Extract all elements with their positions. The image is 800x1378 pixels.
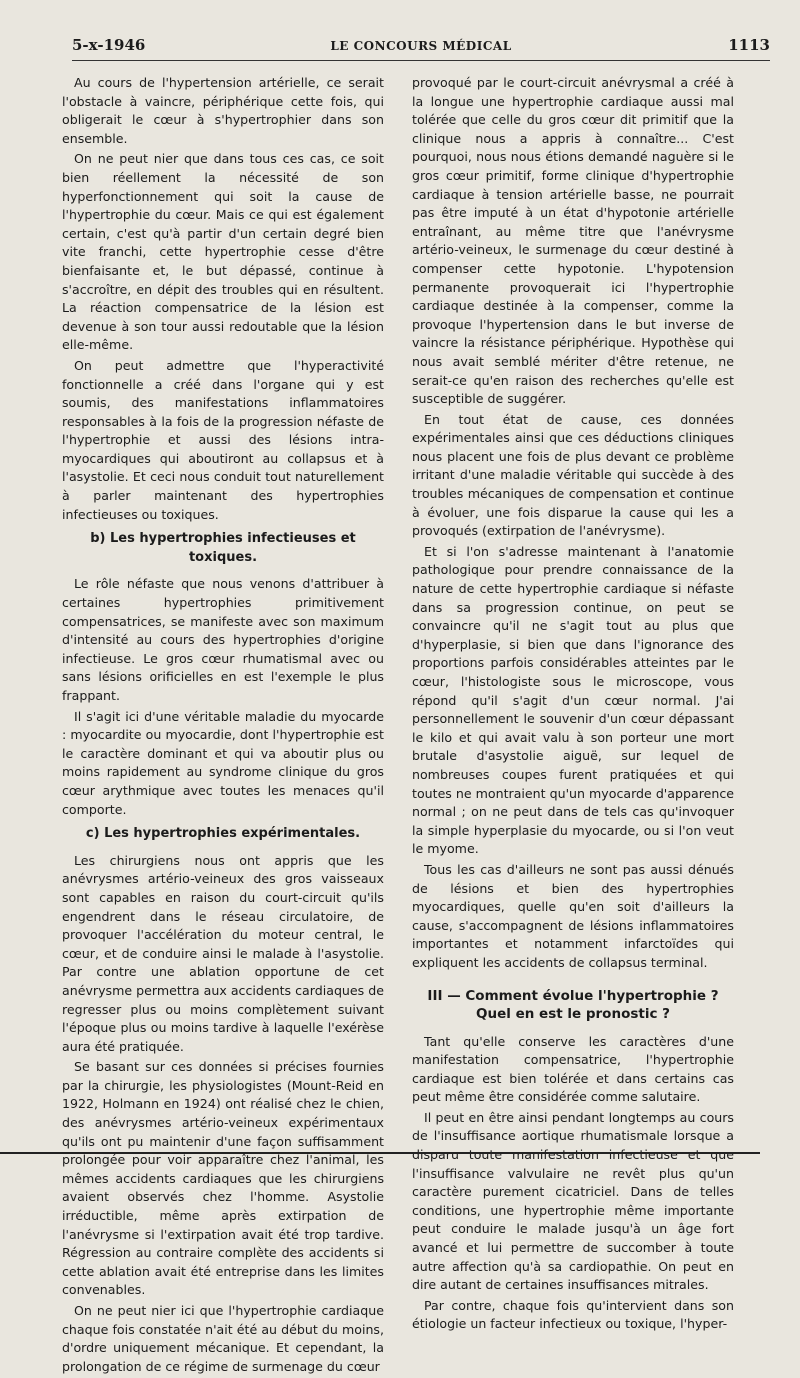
paragraph: Tant qu'elle conserve les caractères d'une manifestation compensatrice, l'hypertrophie cardiaque est bien tolérée et dans certains cas peut même être considérée comme salutaire. (412, 1033, 734, 1105)
section-heading-b: b) Les hypertrophies infectieuses et toxiques. (90, 531, 356, 565)
paragraph: Par contre, chaque fois qu'intervient dans son étiologie un facteur infectieux ou toxique, l'hyper- (412, 1297, 734, 1332)
paragraph: Le rôle néfaste que nous venons d'attribuer à certaines hypertrophies primitivement compensatrices, se manifeste avec son maximum d'intensité au cours des hypertrophies d'origine infectieuse. Le gros cœur rhumatismal avec ou sans lésions orificielles en est l'exemple le plus frappant. (62, 576, 384, 703)
paragraph: Se basant sur ces données si précises fournies par la chirurgie, les physiologistes (Mount-Reid en 1922, Holmann en 1924) ont réalisé chez le chien, des anévrysmes artério-veineux expérimentaux qu'ils ont pu maintenir d'une façon suffisamment prolongée pour voir apparaître chez l'animal, les mêmes accidents cardiaques que les chirurgiens avaient observés chez l'homme. Asystolie irréductible, même après extirpation de l'anévrysme si l'extirpation avait été trop tardive. Régression au contraire complète des accidents si cette ablation avait été entreprise dans les limites convenables. (62, 1059, 384, 1298)
section-heading-c: c) Les hypertrophies expérimentales. (85, 826, 361, 842)
section-heading-iii: III — Comment évolue l'hypertrophie ? Quel en est le pronostic ? (427, 987, 719, 1022)
paragraph: Il peut en être ainsi pendant longtemps au cours de l'insuffisance aortique rhumatismale lorsque a disparu toute manifestation infectieuse et que l'insuffisance valvulaire ne revêt plus qu'un caractère purement cicatriciel. Dans de telles conditions, une hypertrophie même importante peut conduire le malade jusqu'à un âge fort avancé et lui permettre de succomber à toute autre affection qu'à sa cardiopathie. On peut en dire autant de certaines insuffisances mitrales. (412, 1109, 734, 1293)
paragraph: Il s'agit ici d'une véritable maladie du myocarde : myocardite ou myocardie, dont l'hypertrophie est le caractère dominant et qui va aboutir plus ou moins rapidement au syndrome clinique du gros cœur arythmique avec toutes les menaces qu'il comporte. (62, 708, 384, 817)
left-column (62, 74, 384, 1378)
paragraph: Tous les cas d'ailleurs ne sont pas aussi dénués de lésions et bien des hypertrophies myocardiques, quelle qu'en soit d'ailleurs la cause, s'accompagnent de lésions inflammatoires importantes et notamment infarctoïdes qui expliquent les accidents de collapsus terminal. (412, 861, 734, 970)
issue-date: 5-x-1946 (72, 36, 146, 54)
paragraph: On peut admettre que l'hyperactivité fonctionnelle a créé dans l'organe qui y est soumis, des manifestations inflammatoires responsables à la fois de la progression néfaste de l'hypertrophie et aussi des lésions intra-myocardiques qui aboutiront au collapsus et à l'asystolie. Et ceci nous conduit tout naturellement à parler maintenant des hypertrophies infectieuses ou toxiques. (62, 357, 384, 522)
journal-title: LE CONCOURS MÉDICAL (330, 39, 512, 53)
paragraph: Au cours de l'hypertension artérielle, ce serait l'obstacle à vaincre, périphérique cette fois, qui obligerait le cœur à s'hypertrophier dans son ensemble. (62, 75, 384, 146)
footer-rule (0, 1152, 760, 1154)
paragraph: provoqué par le court-circuit anévrysmal a créé à la longue une hypertrophie cardiaque aussi mal tolérée que celle du gros cœur dit primitif que la clinique nous a appris à connaître... C'est pourquoi, nous nous étions demandé naguère si le gros cœur primitif, forme clinique d'hypertrophie cardiaque à tension artérielle basse, ne pourrait pas être imputé à un état d'hypotonie artérielle entraînant, au même titre que l'anévrysme artério-veineux, le surmenage du cœur destiné à compenser cette hypotonie. L'hypotension permanente provoquerait ici l'hypertrophie cardiaque destinée à la compenser, comme la provoque l'hypertension dans le but inverse de vaincre la résistance périphérique. Hypothèse qui nous avait semblé mériter d'être retenue, ne serait-ce qu'en raison des recherches qu'elle est susceptible de suggérer. (412, 75, 734, 407)
page-number: 1113 (728, 36, 770, 54)
right-column (412, 74, 734, 1336)
paragraph: Les chirurgiens nous ont appris que les anévrysmes artério-veineux des gros vaisseaux sont capables en raison du court-circuit qu'ils engendrent dans le réseau circulatoire, de provoquer l'accélération du moteur central, le cœur, et de conduire ainsi le malade à l'asystolie. Par contre une ablation opportune de cet anévrysme permettra aux accidents cardiaques de regresser plus ou moins complètement suivant l'époque plus ou moins tardive à laquelle l'exérèse aura été pratiquée. (62, 852, 384, 1054)
paragraph: On ne peut nier ici que l'hypertrophie cardiaque chaque fois constatée n'ait été au début du moins, d'ordre uniquement mécanique. Et cependant, la prolongation de ce régime de surmenage du cœur (62, 1303, 384, 1374)
paragraph: On ne peut nier que dans tous ces cas, ce soit bien réellement la nécessité de son hyperfonctionnement qui soit la cause de l'hypertrophie du cœur. Mais ce qui est également certain, c'est qu'à partir d'un certain degré bien vite franchi, cette hypertrophie cesse d'être bienfaisante et, le but dépassé, continue à s'accroître, en dépit des troubles qui en résultent. La réaction compensatrice de la lésion est devenue à son tour aussi redoutable que la lésion elle-même. (62, 151, 384, 353)
header-rule (72, 60, 770, 61)
paragraph: En tout état de cause, ces données expérimentales ainsi que ces déductions cliniques nous placent une fois de plus devant ce problème irritant d'une maladie véritable qui succède à des troubles mécaniques de compensation et continue à évoluer, une fois disparue la cause qui les a provoqués (extirpation de l'anévrysme). (412, 411, 734, 539)
paragraph: Et si l'on s'adresse maintenant à l'anatomie pathologique pour prendre connaissance de la nature de cette hypertrophie cardiaque si néfaste dans sa progression continue, on peut se convaincre qu'il ne s'agit tout au plus que d'hyperplasie, si bien que dans l'ignorance des proportions parfois considérables atteintes par le cœur, l'histologiste sous le microscope, vous répond qu'il s'agit d'un cœur normal. J'ai personnellement le souvenir d'un cœur dépassant le kilo et qui avait valu à son porteur une mort brutale d'asystolie aiguë, sur lequel de nombreuses coupes furent pratiquées et qui toutes ne montraient qu'un myocarde d'apparence normal ; on ne peut dans de tels cas qu'invoquer la simple hyperplasie du myocarde, ou si l'on veut le myome. (412, 543, 734, 857)
page-header (72, 36, 770, 58)
